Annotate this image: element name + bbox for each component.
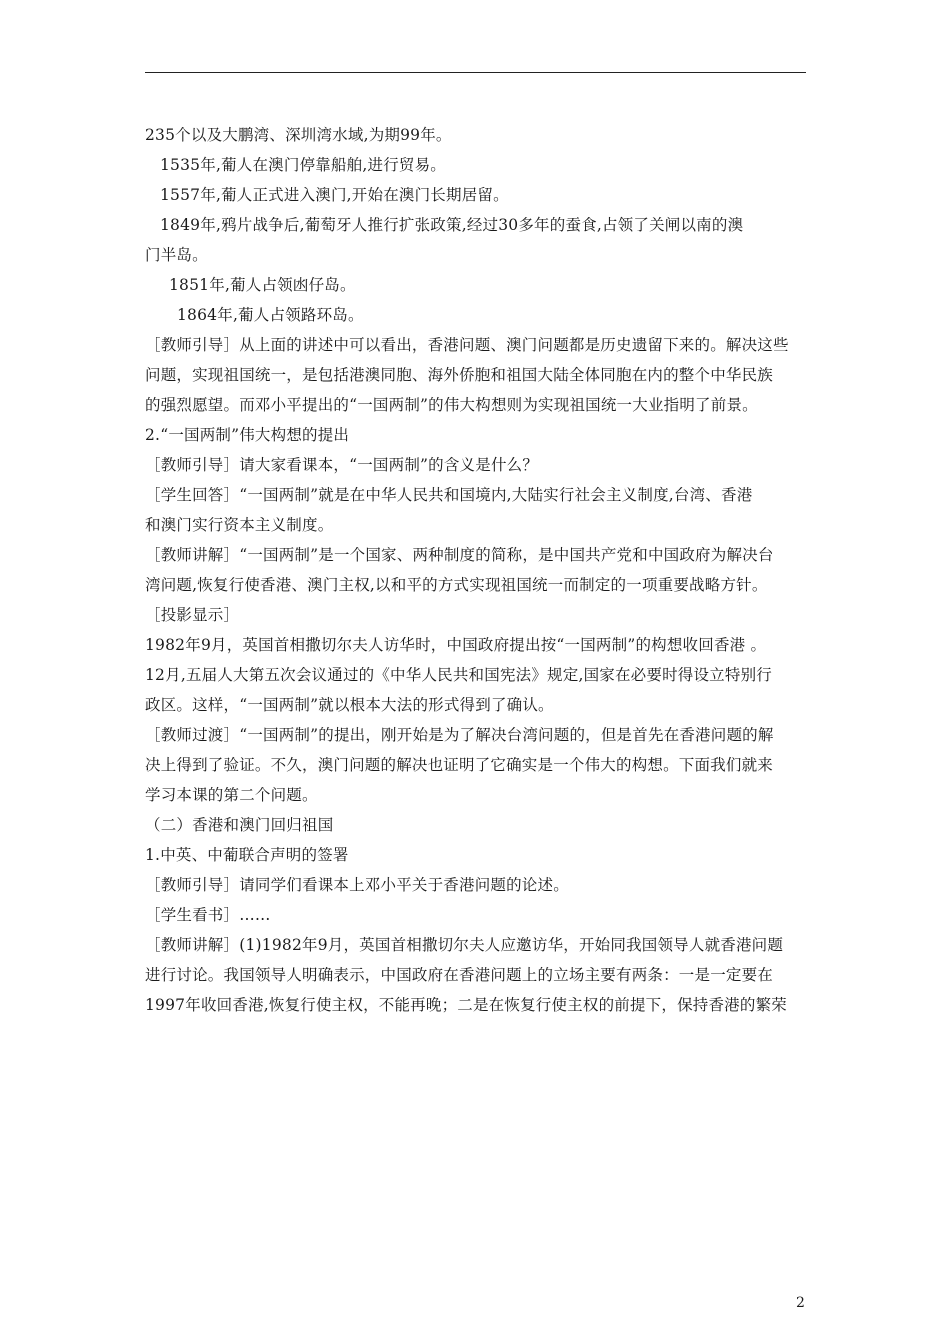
text-line: ［教师引导］从上面的讲述中可以看出，香港问题、澳门问题都是历史遗留下来的。解决这些: [145, 336, 789, 354]
text-line: 1997年收回香港,恢复行使主权，不能再晚；二是在恢复行使主权的前提下，保持香港的繁荣: [145, 996, 787, 1014]
text-line: 235个以及大鹏湾、深圳湾水域,为期99年。: [145, 126, 452, 144]
text-line: 1851年,葡人占领凼仔岛。: [169, 276, 356, 294]
text-line: 湾问题,恢复行使香港、澳门主权,以和平的方式实现祖国统一而制定的一项重要战略方针。: [145, 576, 768, 594]
text-line: 政区。这样，“一国两制”就以根本大法的形式得到了确认。: [145, 696, 554, 714]
text-line: 问题，实现祖国统一，是包括港澳同胞、海外侨胞和祖国大陆全体同胞在内的整个中华民族: [145, 366, 774, 384]
text-line: ［教师引导］请大家看课本，“一国两制”的含义是什么？: [145, 456, 539, 474]
section-heading: 2.“一国两制”伟大构想的提出: [145, 426, 350, 444]
text-line: 学习本课的第二个问题。: [145, 786, 318, 804]
text-line: 1864年,葡人占领路环岛。: [177, 306, 364, 324]
text-line: 12月,五届人大第五次会议通过的《中华人民共和国宪法》规定,国家在必要时得设立特别行: [145, 666, 772, 684]
header-rule: [145, 72, 806, 73]
text-line: ［教师讲解］“一国两制”是一个国家、两种制度的简称，是中国共产党和中国政府为解决台: [145, 546, 774, 564]
document-body: [145, 120, 817, 1020]
text-line: ［学生看书］……: [145, 906, 271, 924]
text-line: ［教师过渡］“一国两制”的提出，刚开始是为了解决台湾问题的，但是首先在香港问题的解: [145, 726, 774, 744]
text-line: ［教师引导］请同学们看课本上邓小平关于香港问题的论述。: [145, 876, 569, 894]
text-line: 1557年,葡人正式进入澳门,开始在澳门长期居留。: [160, 186, 509, 204]
page-number: 2: [796, 1295, 805, 1311]
text-line: ［学生回答］“一国两制”就是在中华人民共和国境内,大陆实行社会主义制度,台湾、香港: [145, 486, 753, 504]
text-line: 的强烈愿望。而邓小平提出的“一国两制”的伟大构想则为实现祖国统一大业指明了前景。: [145, 396, 758, 414]
text-line: ［教师讲解］(1)1982年9月，英国首相撒切尔夫人应邀访华，开始同我国领导人就香港问题: [145, 936, 784, 954]
section-heading: 1.中英、中葡联合声明的签署: [145, 846, 349, 864]
section-heading: （二）香港和澳门回归祖国: [145, 816, 334, 834]
text-line: ［投影显示］: [145, 606, 240, 624]
text-line: 门半岛。: [145, 246, 208, 264]
text-line: 进行讨论。我国领导人明确表示，中国政府在香港问题上的立场主要有两条：一是一定要在: [145, 966, 774, 984]
text-line: 1849年,鸦片战争后,葡萄牙人推行扩张政策,经过30多年的蚕食,占领了关闸以南的澳: [160, 216, 744, 234]
text-line: 决上得到了验证。不久，澳门问题的解决也证明了它确实是一个伟大的构想。下面我们就来: [145, 756, 774, 774]
text-line: 1982年9月，英国首相撒切尔夫人访华时，中国政府提出按“一国两制”的构想收回香港 。: [145, 636, 767, 654]
text-line: 1535年,葡人在澳门停靠船舶,进行贸易。: [160, 156, 447, 174]
text-line: 和澳门实行资本主义制度。: [145, 516, 334, 534]
